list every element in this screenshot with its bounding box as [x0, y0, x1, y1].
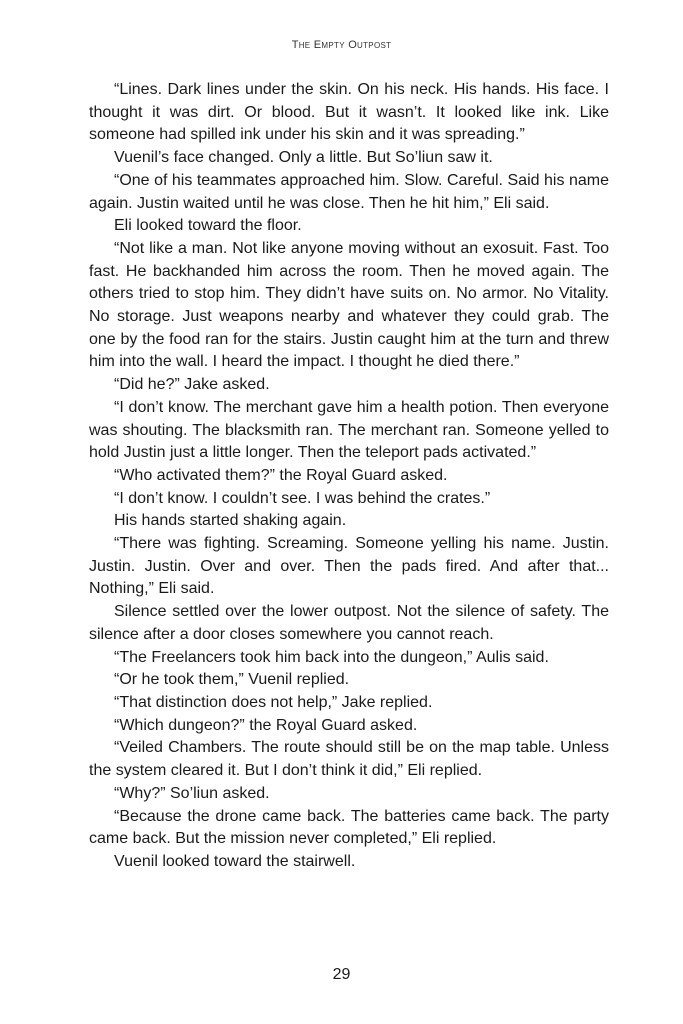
paragraph: “I don’t know. The merchant gave him a health potion. Then everyone was shouting. The blacksmith ran. The merchant ran. Someone yelled to hold Justin just a little longer. Then the teleport pads activated.”: [89, 398, 609, 462]
paragraph: “There was fighting. Screaming. Someone yelling his name. Justin. Justin. Justin. Over and over. Then the pads fired. And after that... Nothing,” Eli said.: [89, 535, 609, 598]
paragraph: “Not like a man. Not like anyone moving without an exosuit. Fast. Too fast. He backhanded him across the room. Then he moved again. The others tried to stop him. They didn’t have suits on. No armor. No Vitality. No storage. Just weapons nearby and whatever they could grab. The one by the food ran for the stairs. Justin caught him at the turn and threw him into the wall. I heard the impact. I thought he died there.”: [89, 239, 609, 371]
paragraph: Silence settled over the lower outpost. Not the silence of safety. The silence after a door closes somewhere you cannot reach.: [89, 603, 609, 643]
paragraph: “Why?” So’liun asked.: [114, 784, 270, 802]
paragraph: His hands started shaking again.: [114, 512, 347, 530]
paragraph: “One of his teammates approached him. Slow. Careful. Said his name again. Justin waited until he was close. Then he hit him,” Eli said.: [89, 171, 609, 212]
running-header-title: The Empty Outpost: [291, 39, 392, 51]
paragraph: Vuenil’s face changed. Only a little. But So’liun saw it.: [114, 149, 493, 167]
paragraph: “Did he?” Jake asked.: [114, 376, 270, 394]
paragraph: “I don’t know. I couldn’t see. I was behind the crates.”: [114, 489, 491, 507]
paragraph: “Who activated them?” the Royal Guard asked.: [114, 466, 448, 484]
paragraph: Eli looked toward the floor.: [114, 217, 302, 235]
body-text: [89, 79, 609, 874]
paragraph: “The Freelancers took him back into the dungeon,” Aulis said.: [114, 648, 549, 666]
paragraph: “Lines. Dark lines under the skin. On his neck. His hands. His face. I thought it was dirt. Or blood. But it wasn’t. It looked like ink. Like someone had spilled ink under his skin and it was spreading.”: [89, 81, 609, 144]
page-number: 29: [332, 966, 351, 983]
paragraph: “Or he took them,” Vuenil replied.: [114, 671, 350, 689]
paragraph: “Because the drone came back. The batteries came back. The party came back. But the mission never completed,” Eli replied.: [89, 807, 609, 848]
paragraph: “Which dungeon?” the Royal Guard asked.: [114, 716, 418, 734]
paragraph: Vuenil looked toward the stairwell.: [114, 852, 356, 870]
paragraph: “Veiled Chambers. The route should still be on the map table. Unless the system cleared it. But I don’t think it did,” Eli replied.: [89, 739, 609, 780]
paragraph: “That distinction does not help,” Jake replied.: [114, 693, 433, 711]
